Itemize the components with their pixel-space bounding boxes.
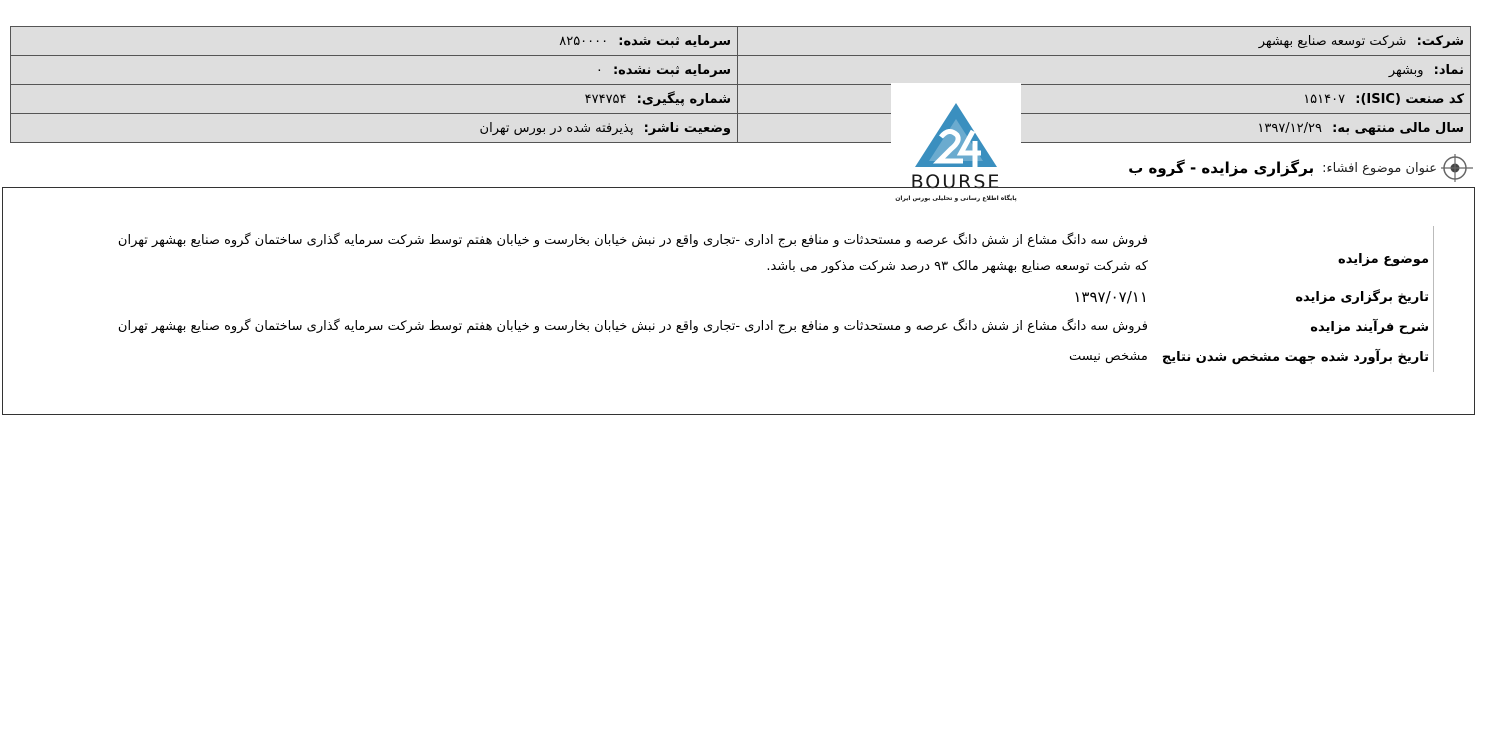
info-row (11, 27, 1471, 56)
target-icon (1441, 153, 1473, 183)
company-cell (738, 27, 1471, 56)
subject-label: عنوان موضوع افشاء: (1322, 160, 1437, 176)
info-row (11, 85, 1471, 114)
fiscal-year-cell (738, 114, 1471, 143)
tracking-value: ۴۷۴۷۵۴ (584, 91, 627, 107)
detail-row (115, 312, 1434, 342)
info-row (11, 56, 1471, 85)
logo-text: BOURSE (910, 171, 1002, 193)
auction-subject-label: موضوع مزایده (1154, 226, 1434, 282)
publisher-status-value: پذیرفته شده در بورس تهران (479, 120, 634, 136)
info-row (11, 114, 1471, 143)
registered-capital-value: ۸۲۵۰۰۰۰ (559, 33, 609, 49)
detail-row (115, 226, 1434, 282)
auction-date-label: تاریخ برگزاری مزایده (1154, 282, 1434, 312)
publisher-status-label: وضعیت ناشر: (643, 120, 731, 136)
detail-row (115, 342, 1434, 372)
isic-cell (738, 85, 1471, 114)
auction-date-value: ۱۳۹۷/۰۷/۱۱ (1073, 288, 1148, 306)
fiscal-year-value: ۱۳۹۷/۱۲/۲۹ (1257, 120, 1322, 136)
symbol-cell (738, 56, 1471, 85)
process-value: فروش سه دانگ مشاع از شش دانگ عرصه و مستحدثات و منافع برج اداری -تجاری واقع در نبش خیابان بخارست و خیابان هفتم توسط شرکت سرمایه گذاری ساختمان گروه صنایع بهشهر تهران (117, 319, 1148, 334)
registered-capital-cell (11, 27, 738, 56)
isic-label: کد صنعت (ISIC): (1355, 91, 1464, 107)
detail-row (115, 282, 1434, 312)
disclosure-subject (1128, 153, 1473, 183)
auction-subject-value: فروش سه دانگ مشاع از شش دانگ عرصه و مستحدثات و منافع برج اداری -تجاری واقع در نبش خیابان بخارست و خیابان هفتم توسط شرکت سرمایه گذاری ساختمان گروه صنایع بهشهر تهران که شرکت توسعه صنایع بهشهر مالک ۹۳ درصد شرکت مذکور می باشد. (117, 233, 1148, 274)
estimated-result-date-label: تاریخ برآورد شده جهت مشخص شدن نتایج (1154, 342, 1434, 372)
company-label: شرکت: (1416, 33, 1464, 49)
tracking-label: شماره پیگیری: (636, 91, 731, 107)
auction-details (114, 226, 1434, 372)
tracking-cell (11, 85, 738, 114)
fiscal-year-label: سال مالی منتهی به: (1332, 120, 1464, 136)
unregistered-capital-value: ۰ (595, 62, 603, 78)
logo-caption: پایگاه اطلاع رسانی و تحلیلی بورس ایران (895, 195, 1017, 202)
symbol-label: نماد: (1433, 62, 1464, 78)
registered-capital-label: سرمایه ثبت شده: (618, 33, 731, 49)
subject-title: برگزاری مزایده - گروه ب (1128, 159, 1315, 177)
company-value: شرکت توسعه صنایع بهشهر (1258, 33, 1407, 49)
symbol-value: وبشهر (1388, 62, 1424, 78)
content-box (2, 187, 1475, 415)
unregistered-capital-label: سرمایه ثبت نشده: (612, 62, 731, 78)
company-info-table (10, 26, 1471, 143)
estimated-result-date-value: مشخص نیست (1068, 349, 1148, 364)
unregistered-capital-cell (11, 56, 738, 85)
isic-value: ۱۵۱۴۰۷ (1303, 91, 1346, 107)
process-label: شرح فرآیند مزایده (1154, 312, 1434, 342)
publisher-status-cell (11, 114, 738, 143)
